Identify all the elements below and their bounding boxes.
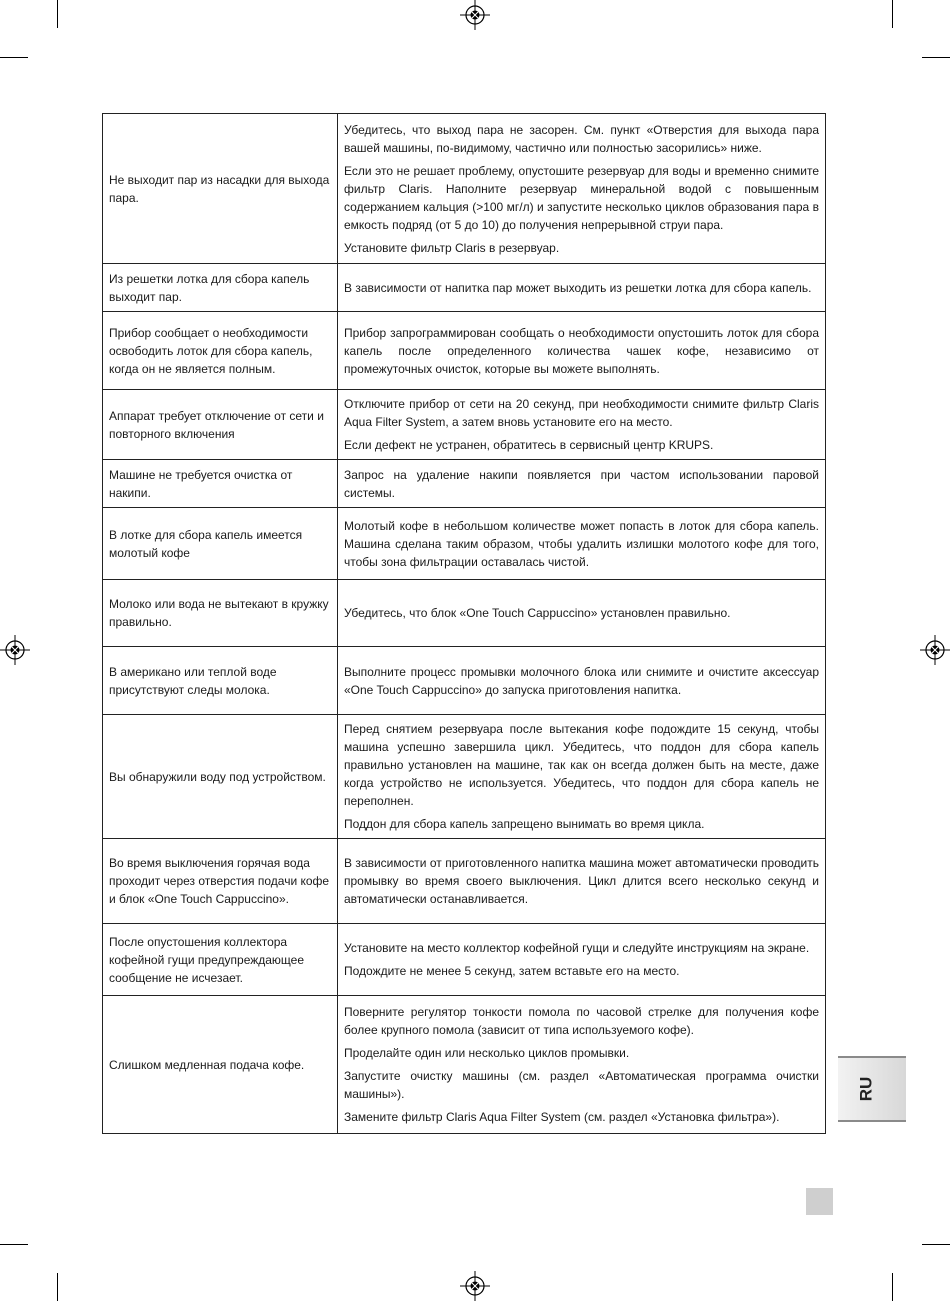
table-row xyxy=(103,114,826,264)
solution-paragraph: Выполните процесс промывки молочного блока или снимите и очистите аксессуар «One Touch Cappuccino» до запуска приготовления напитка. xyxy=(344,664,819,697)
solution-paragraph: Установите фильтр Claris в резервуар. xyxy=(344,240,560,255)
problem-cell: В американо или теплой воде присутствуют следы молока. xyxy=(103,647,338,715)
table-row xyxy=(103,390,826,460)
solution-paragraph: Перед снятием резервуара после вытекания кофе подождите 15 секунд, чтобы машина успешно завершила цикл. Убедитесь, что поддон для сбора капель правильно установлен на машине, так как он всегда должен быть на месте, даже когда устройство не используется. Убедитесь, что поддон для сбора капель не переполнен. xyxy=(344,722,819,808)
solution-cell xyxy=(338,460,826,508)
solution-paragraph: Поверните регулятор тонкости помола по часовой стрелке для получения кофе более крупного помола (зависит от типа используемого кофе). xyxy=(344,1005,819,1037)
registration-mark-left-icon xyxy=(0,635,30,665)
table-row xyxy=(103,839,826,924)
problem-cell: Прибор сообщает о необходимости освободить лоток для сбора капель, когда он не является полным. xyxy=(103,312,338,390)
solution-cell xyxy=(338,390,826,460)
registration-mark-top-icon xyxy=(460,0,490,30)
crop-mark-top-right-h xyxy=(922,57,950,58)
crop-mark-bottom-right-h xyxy=(922,1244,950,1245)
table-row xyxy=(103,312,826,390)
registration-mark-right-icon xyxy=(920,635,950,665)
problem-cell: Машине не требуется очистка от накипи. xyxy=(103,460,338,508)
solution-paragraph: Убедитесь, что выход пара не засорен. См. пункт «Отверстия для выхода пара вашей машины, по-видимому, частично или полностью засорились» ниже. xyxy=(344,122,819,155)
crop-mark-bottom-right-v xyxy=(892,1273,893,1301)
solution-cell xyxy=(338,924,826,996)
registration-mark-bottom-icon xyxy=(460,1271,490,1301)
table-row xyxy=(103,996,826,1134)
solution-paragraph: Молотый кофе в небольшом количестве может попасть в лоток для сбора капель. Машина сделана таким образом, чтобы удалить излишки молотого кофе для того, чтобы зона фильтрации оставалась чистой. xyxy=(344,518,819,569)
table-row xyxy=(103,264,826,312)
problem-cell: Аппарат требует отключение от сети и повторного включения xyxy=(103,390,338,460)
solution-cell xyxy=(338,647,826,715)
solution-paragraph: Запрос на удаление накипи появляется при частом использовании паровой системы. xyxy=(344,467,819,500)
problem-cell: Во время выключения горячая вода проходит через отверстия подачи кофе и блок «One Touch Cappuccino». xyxy=(103,839,338,924)
solution-paragraph: Проделайте один или несколько циклов промывки. xyxy=(344,1046,630,1060)
solution-cell xyxy=(338,996,826,1134)
solution-paragraph: В зависимости от приготовленного напитка машина может автоматически проводить промывку во время своего выключения. Цикл длится всего несколько секунд и автоматически останавливается. xyxy=(344,856,819,906)
table-row xyxy=(103,508,826,580)
table-row xyxy=(103,647,826,715)
solution-paragraph: Если это не решает проблему, опустошите резервуар для воды и временно снимите фильтр Claris. Наполните резервуар минеральной водой с повышенным содержанием кальция (>100 мг/л) и запустите несколько циклов образования пара в емкость подряд (от 5 до 10) до получения непрерывной струи пара. xyxy=(344,163,819,232)
solution-paragraph: Поддон для сбора капель запрещено вынимать во время цикла. xyxy=(344,817,705,831)
solution-paragraph: Установите на место коллектор кофейной гущи и следуйте инструкциям на экране. xyxy=(344,941,810,955)
problem-cell: Вы обнаружили воду под устройством. xyxy=(103,715,338,839)
solution-paragraph: Прибор запрограммирован сообщать о необходимости опустошить лоток для сбора капель после определенного количества чашек кофе, независимо от промежуточных очисток, которые вы можете выполнять. xyxy=(344,325,819,376)
problem-cell: После опустошения коллектора кофейной гущи предупреждающее сообщение не исчезает. xyxy=(103,924,338,996)
crop-mark-top-left-v xyxy=(57,0,58,28)
crop-mark-bottom-left-h xyxy=(0,1244,28,1245)
problem-cell: В лотке для сбора капель имеется молотый кофе xyxy=(103,508,338,580)
crop-mark-top-left-h xyxy=(0,57,28,58)
solution-cell xyxy=(338,312,826,390)
crop-mark-bottom-left-v xyxy=(57,1273,58,1301)
problem-cell: Молоко или вода не вытекают в кружку правильно. xyxy=(103,580,338,647)
solution-paragraph: Запустите очистку машины (см. раздел «Автоматическая программа очистки машины»). xyxy=(344,1069,819,1101)
solution-cell xyxy=(338,508,826,580)
language-tab-label: RU xyxy=(856,1076,876,1102)
solution-paragraph: Отключите прибор от сети на 20 секунд, при необходимости снимите фильтр Claris Aqua Filter System, а затем вновь установите его на место. xyxy=(344,397,819,429)
table-row xyxy=(103,715,826,839)
solution-paragraph: Подождите не менее 5 секунд, затем вставьте его на место. xyxy=(344,964,680,978)
solution-cell xyxy=(338,839,826,924)
solution-paragraph: Убедитесь, что блок «One Touch Cappuccino» установлен правильно. xyxy=(344,606,731,620)
table-row xyxy=(103,580,826,647)
solution-cell xyxy=(338,580,826,647)
problem-cell: Слишком медленная подача кофе. xyxy=(103,996,338,1134)
table-row xyxy=(103,924,826,996)
page-number-box xyxy=(806,1188,833,1215)
crop-mark-top-right-v xyxy=(892,0,893,28)
troubleshooting-table xyxy=(102,113,826,1134)
problem-cell: Не выходит пар из насадки для выхода пара. xyxy=(103,114,338,264)
solution-paragraph: В зависимости от напитка пар может выходить из решетки лотка для сбора капель. xyxy=(344,280,812,295)
solution-paragraph: Замените фильтр Claris Aqua Filter System (см. раздел «Установка фильтра»). xyxy=(344,1110,780,1124)
language-tab xyxy=(838,1056,906,1122)
table-row xyxy=(103,460,826,508)
solution-cell xyxy=(338,264,826,312)
problem-cell: Из решетки лотка для сбора капель выходит пар. xyxy=(103,264,338,312)
solution-cell xyxy=(338,114,826,264)
solution-paragraph: Если дефект не устранен, обратитесь в сервисный центр KRUPS. xyxy=(344,438,714,452)
solution-cell xyxy=(338,715,826,839)
